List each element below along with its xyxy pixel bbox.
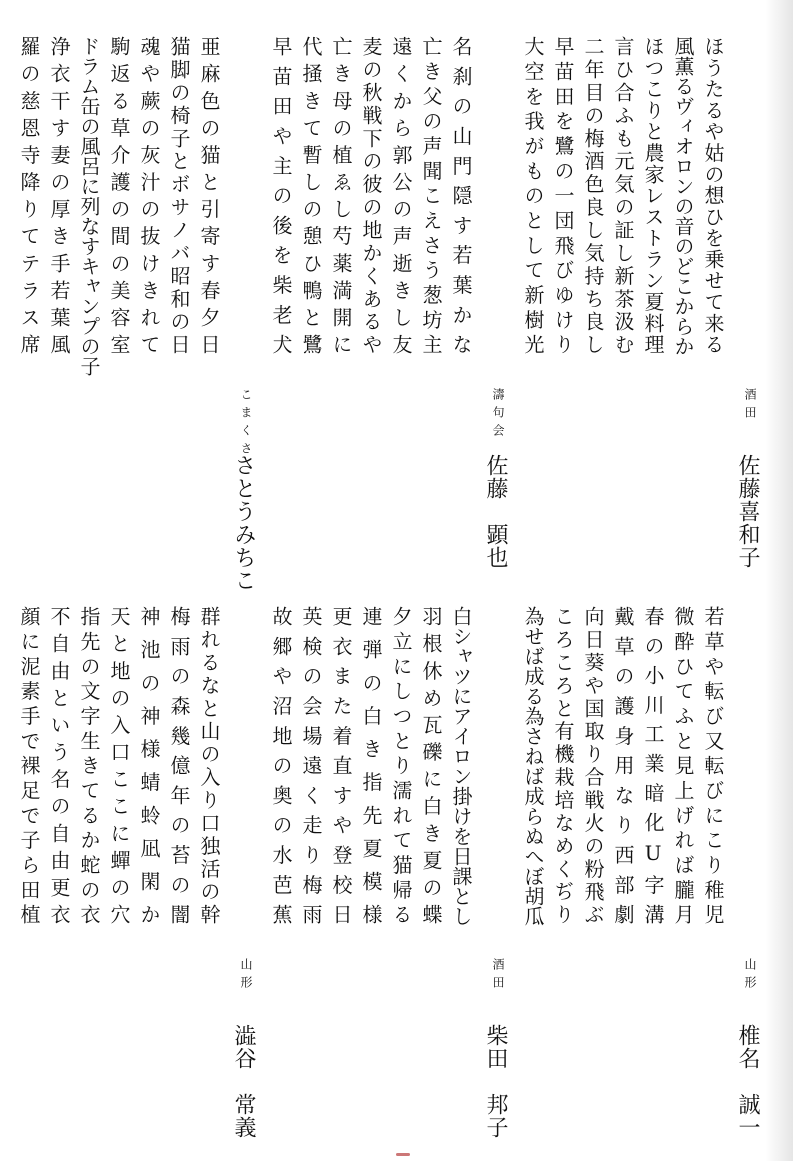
haiku-line: 天と地の入口ここに蟬の穴 xyxy=(107,606,131,924)
haiku-line: 羽根休め瓦礫に白き夏の蝶 xyxy=(419,606,443,924)
haiku-lines xyxy=(263,36,475,596)
haiku-line: ほうたるや姑の想ひを乗せて来る xyxy=(701,36,725,354)
haiku-line: ころころと有機栽培なめくぢり xyxy=(551,606,575,924)
author-column xyxy=(737,606,767,1166)
author-place: 濤句会 xyxy=(491,388,505,442)
haiku-line: 英検の会場遠く走り梅雨 xyxy=(299,606,323,924)
haiku-line: 春の小川工業暗化U字溝 xyxy=(641,606,665,924)
author-place: こまくさ xyxy=(239,388,253,460)
page-number-mark xyxy=(396,1153,410,1156)
poem-group xyxy=(11,606,263,1166)
haiku-line: 駒返る草介護の間の美容室 xyxy=(107,36,131,354)
haiku-line: 早苗田を鷺の一団飛びゆけり xyxy=(551,36,575,354)
poem-group xyxy=(515,606,767,1166)
haiku-line: 神池の神様蜻蛉凪閑か xyxy=(137,606,161,924)
haiku-line: 不自由という名の自由更衣 xyxy=(47,606,71,924)
author-name: 柴田 邦子 xyxy=(483,1024,508,1139)
haiku-line: 顔に泥素手で裸足で子ら田植 xyxy=(17,606,41,924)
author-name: 澁谷 常義 xyxy=(231,1024,256,1139)
haiku-line: 亡き父の声聞こえさう葱坊主 xyxy=(419,36,443,354)
haiku-line: 風薫るヴィオロンの音のどこからか xyxy=(671,36,695,356)
haiku-line: 大空を我がものとして新樹光 xyxy=(521,36,545,354)
haiku-line: 戴草の護身用なり西部劇 xyxy=(611,606,635,924)
haiku-line: 白シャツにアイロン掛けを日課とし xyxy=(449,606,473,926)
haiku-lines xyxy=(11,36,223,596)
author-name: 佐藤喜和子 xyxy=(735,454,760,569)
haiku-line: ほつこりと農家レストラン夏料理 xyxy=(641,36,665,354)
poem-group xyxy=(263,606,515,1166)
haiku-line: 代掻きて暫しの憩ひ鴨と鷺 xyxy=(299,36,323,354)
author-place: 酒田 xyxy=(491,958,505,994)
author-place: 酒田 xyxy=(743,388,757,424)
haiku-line: 連弾の白き指先夏模様 xyxy=(359,606,383,924)
bottom-block xyxy=(0,606,793,1166)
haiku-line: ドラム缶の風呂に列なすキャンプの子 xyxy=(77,36,101,376)
poem-group xyxy=(11,36,263,596)
haiku-line: 向日葵や国取り合戦火の粉飛ぶ xyxy=(581,606,605,924)
haiku-lines xyxy=(515,606,727,1166)
haiku-line: 亡き母の植ゑし芍薬満開に xyxy=(329,36,353,354)
author-name: さとうみちこ xyxy=(231,454,256,592)
haiku-lines xyxy=(11,606,223,1166)
haiku-line: 二年目の梅酒色良し気持ち良し xyxy=(581,36,605,354)
haiku-lines xyxy=(263,606,475,1166)
top-block xyxy=(0,36,793,596)
haiku-line: 微酔ひてふと見上げれば朧月 xyxy=(671,606,695,924)
haiku-line: 亜麻色の猫と引寄す春夕日 xyxy=(197,36,221,354)
haiku-line: 梅雨の森幾億年の苔の闇 xyxy=(167,606,191,924)
author-column xyxy=(737,36,767,596)
haiku-line: 羅の慈恩寺降りてテラス席 xyxy=(17,36,41,354)
author-column xyxy=(485,36,515,596)
author-name: 椎名 誠一 xyxy=(735,1024,760,1139)
haiku-line: 名刹の山門隠す若葉かな xyxy=(449,36,473,354)
haiku-line: 更衣また着直すや登校日 xyxy=(329,606,353,924)
haiku-line: 言ひ合ふも元気の証し新茶汲む xyxy=(611,36,635,354)
haiku-line: 故郷や沼地の奥の水芭蕉 xyxy=(269,606,293,924)
author-place: 山形 xyxy=(239,958,253,994)
haiku-line: 若草や転び又転びにこり稚児 xyxy=(701,606,725,924)
haiku-line: 麦の秋戦下の彼の地かくあるや xyxy=(359,36,383,354)
haiku-line: 遠くから郭公の声逝きし友 xyxy=(389,36,413,354)
author-column xyxy=(485,606,515,1166)
haiku-line: 猫脚の椅子とボサノバ昭和の日 xyxy=(167,36,191,354)
poem-group xyxy=(515,36,767,596)
haiku-line: 為せば成る為さねば成らぬへぼ胡瓜 xyxy=(521,606,545,926)
haiku-line: 早苗田や主の後を柴老犬 xyxy=(269,36,293,354)
poem-group xyxy=(263,36,515,596)
author-column xyxy=(233,606,263,1166)
haiku-line: 魂や蕨の灰汁の抜けきれて xyxy=(137,36,161,354)
author-place: 山形 xyxy=(743,958,757,994)
haiku-lines xyxy=(515,36,727,596)
haiku-line: 夕立にしつとり濡れて猫帰る xyxy=(389,606,413,924)
author-column xyxy=(233,36,263,596)
haiku-line: 群れるなと山の入り口独活の幹 xyxy=(197,606,221,924)
haiku-line: 指先の文字生きてるか蛇の衣 xyxy=(77,606,101,924)
author-name: 佐藤 顕也 xyxy=(483,454,508,569)
haiku-line: 浄衣干す妻の厚き手若葉風 xyxy=(47,36,71,354)
